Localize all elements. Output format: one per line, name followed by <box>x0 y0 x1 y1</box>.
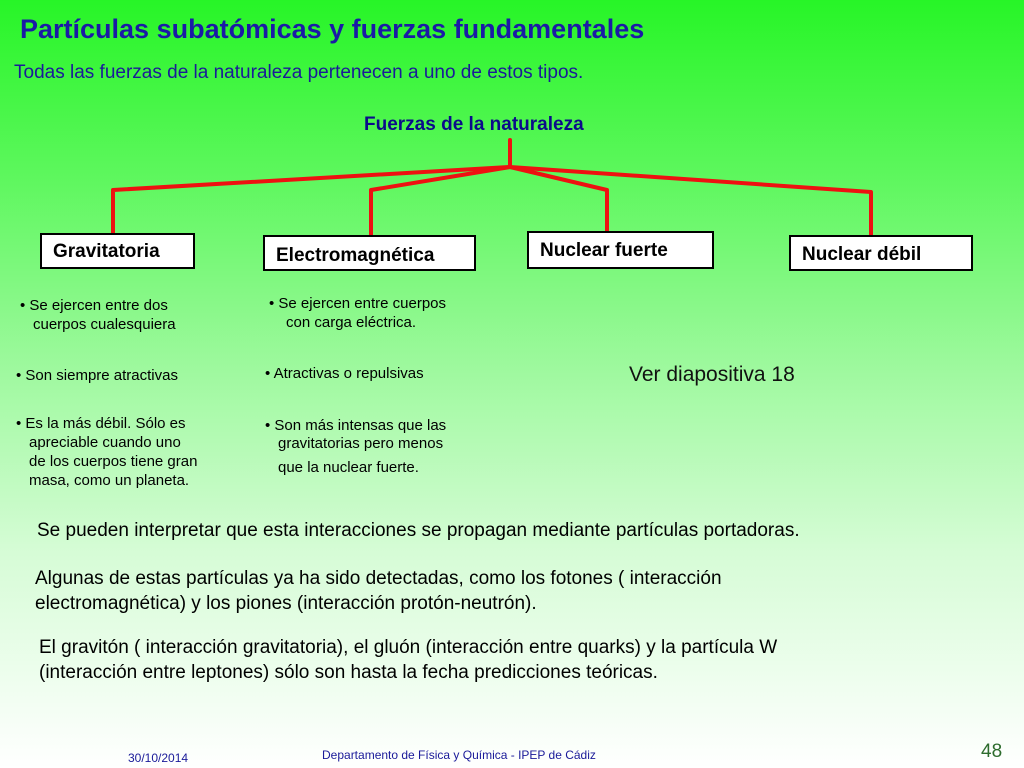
paragraph-line: Algunas de estas partículas ya ha sido detectadas, como los fotones ( interacción <box>35 568 722 589</box>
paragraph-3 <box>39 635 777 685</box>
see-slide-link: Ver diapositiva 18 <box>629 363 795 386</box>
box-gravitatoria: Gravitatoria <box>40 233 195 269</box>
footer-page-number: 48 <box>981 741 1003 762</box>
note-line: cuerpos cualesquiera <box>33 316 176 333</box>
slide-subtitle: Todas las fuerzas de la naturaleza pertenecen a uno de estos tipos. <box>14 62 584 83</box>
note-em-3 <box>265 416 446 477</box>
note-line: • Atractivas o repulsivas <box>265 365 424 382</box>
box-nuclear-fuerte: Nuclear fuerte <box>527 231 714 269</box>
box-electromagnetica: Electromagnética <box>263 235 476 271</box>
box-nuclear-debil: Nuclear débil <box>789 235 973 271</box>
paragraph-line: electromagnética) y los piones (interacción protón-neutrón). <box>35 593 537 614</box>
note-line: de los cuerpos tiene gran <box>29 453 198 470</box>
footer-date: 30/10/2014 <box>128 751 189 765</box>
slide-title: Partículas subatómicas y fuerzas fundamentales <box>20 14 645 44</box>
paragraph-line: (interacción entre leptones) sólo son hasta la fecha predicciones teóricas. <box>39 662 658 683</box>
paragraph-1 <box>37 518 800 543</box>
note-line: • Son siempre atractivas <box>16 367 178 384</box>
note-grav-3 <box>16 414 197 490</box>
paragraph-line: Se pueden interpretar que esta interacciones se propagan mediante partículas portadoras. <box>37 520 800 541</box>
note-line: • Se ejercen entre cuerpos <box>269 295 447 312</box>
connector-branch-nuclear-debil <box>510 167 871 235</box>
note-line: que la nuclear fuerte. <box>278 459 419 476</box>
note-line: • Es la más débil. Sólo es <box>16 415 186 432</box>
note-line: • Se ejercen entre dos <box>20 297 168 314</box>
note-em-2 <box>265 364 424 383</box>
note-grav-2 <box>16 366 178 385</box>
paragraph-2 <box>35 566 722 616</box>
note-line: con carga eléctrica. <box>286 314 417 331</box>
note-line: masa, como un planeta. <box>29 472 190 489</box>
note-grav-1 <box>20 296 176 334</box>
diagram-root-label: Fuerzas de la naturaleza <box>364 114 584 135</box>
footer-department: Departamento de Física y Química - IPEP de Cádiz <box>322 748 596 762</box>
note-line: apreciable cuando uno <box>29 434 181 451</box>
connector-branch-nuclear-fuerte <box>510 167 607 231</box>
note-em-1 <box>269 294 446 332</box>
connector-branch-electromagnetica <box>371 167 510 235</box>
note-line: gravitatorias pero menos <box>278 435 444 452</box>
note-line: • Son más intensas que las <box>265 417 447 434</box>
paragraph-line: El gravitón ( interacción gravitatoria), el gluón (interacción entre quarks) y la partícula W <box>39 637 778 658</box>
